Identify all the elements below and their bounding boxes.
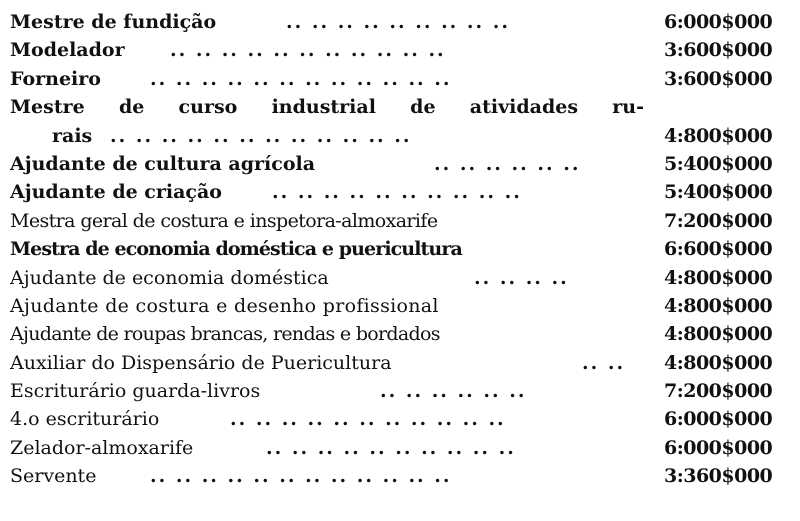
row-label: Zelador-almoxarife [10,436,194,459]
row-label: Ajudante de economia doméstica [10,266,329,289]
row-value: 5:400$000 [664,152,773,175]
row-label: Ajudante de criação [10,181,222,204]
table-row [10,207,792,235]
row-value: 4:800$000 [664,266,773,289]
table-row [10,320,792,348]
row-label: Escriturário guarda-livros [10,380,261,403]
table-row [10,65,792,93]
row-label: Modelador [10,39,125,62]
row-label: Ajudante de cultura agrícola [10,152,316,175]
table-row [10,434,792,462]
row-label: Mestra de economia doméstica e puericultura [10,238,462,261]
row-value: 3:360$000 [664,465,773,488]
row-label: Mestre de curso industrial de atividades ru- [10,96,644,119]
dot-leader: .. .. .. .. .. .. .. .. .. .. .. [230,408,506,431]
row-label: Mestra geral de costura e inspetora-almoxarife [10,209,438,232]
table-row [10,178,792,206]
row-label: Mestre de fundição [10,11,217,33]
row-label: Ajudante de costura e desenho profissional [10,294,439,317]
row-label: rais [52,124,93,147]
row-label: Forneiro [10,67,101,90]
table-row [10,8,792,36]
dot-leader: .. .. .. .. .. .. .. .. .. .. .. .. [150,67,452,90]
table-row [10,122,792,150]
table-row [10,292,792,320]
row-label: Ajudante de roupas brancas, rendas e bordados [10,323,440,346]
dot-leader: .. .. .. .. .. .. .. .. .. [286,11,510,33]
row-value: 4:800$000 [664,124,773,147]
row-value: 6:000$000 [664,408,773,431]
table-row [10,405,792,433]
row-value: 7:200$000 [664,380,773,403]
dot-leader: .. .. .. .. .. .. .. .. .. .. .. [170,39,446,62]
dot-leader: .. .. .. .. .. .. [380,380,527,403]
table-row [10,36,792,64]
dot-leader: .. .. .. .. .. .. .. .. .. .. .. .. [150,465,452,488]
row-value: 5:400$000 [664,181,773,204]
table-row [10,462,792,490]
row-value: 3:600$000 [664,39,773,62]
table-row [10,377,792,405]
table-row [10,93,792,121]
row-value: 4:800$000 [664,351,773,374]
table-row [10,264,792,292]
row-label: 4.o escriturário [10,408,160,431]
row-value: 3:600$000 [664,67,773,90]
table-row [10,235,792,263]
salary-table [10,8,792,491]
table-row [10,150,792,178]
dot-leader: .. .. .. .. .. .. .. .. .. .. .. .. [110,124,412,147]
row-label: Auxiliar do Dispensário de Puericultura [10,351,392,374]
row-value: 6:000$000 [664,11,773,33]
row-value: 6:600$000 [664,238,773,261]
row-value: 7:200$000 [664,209,773,232]
dot-leader: .. .. .. .. [474,266,569,289]
row-value: 4:800$000 [664,323,773,346]
row-label: Servente [10,465,97,488]
dot-leader: .. .. .. .. .. .. [434,152,581,175]
table-row [10,349,792,377]
dot-leader: .. .. [582,351,626,374]
dot-leader: .. .. .. .. .. .. .. .. .. .. [266,436,516,459]
row-value: 6:000$000 [664,436,773,459]
row-value: 4:800$000 [664,294,773,317]
dot-leader: .. .. .. .. .. .. .. .. .. .. [272,181,522,204]
